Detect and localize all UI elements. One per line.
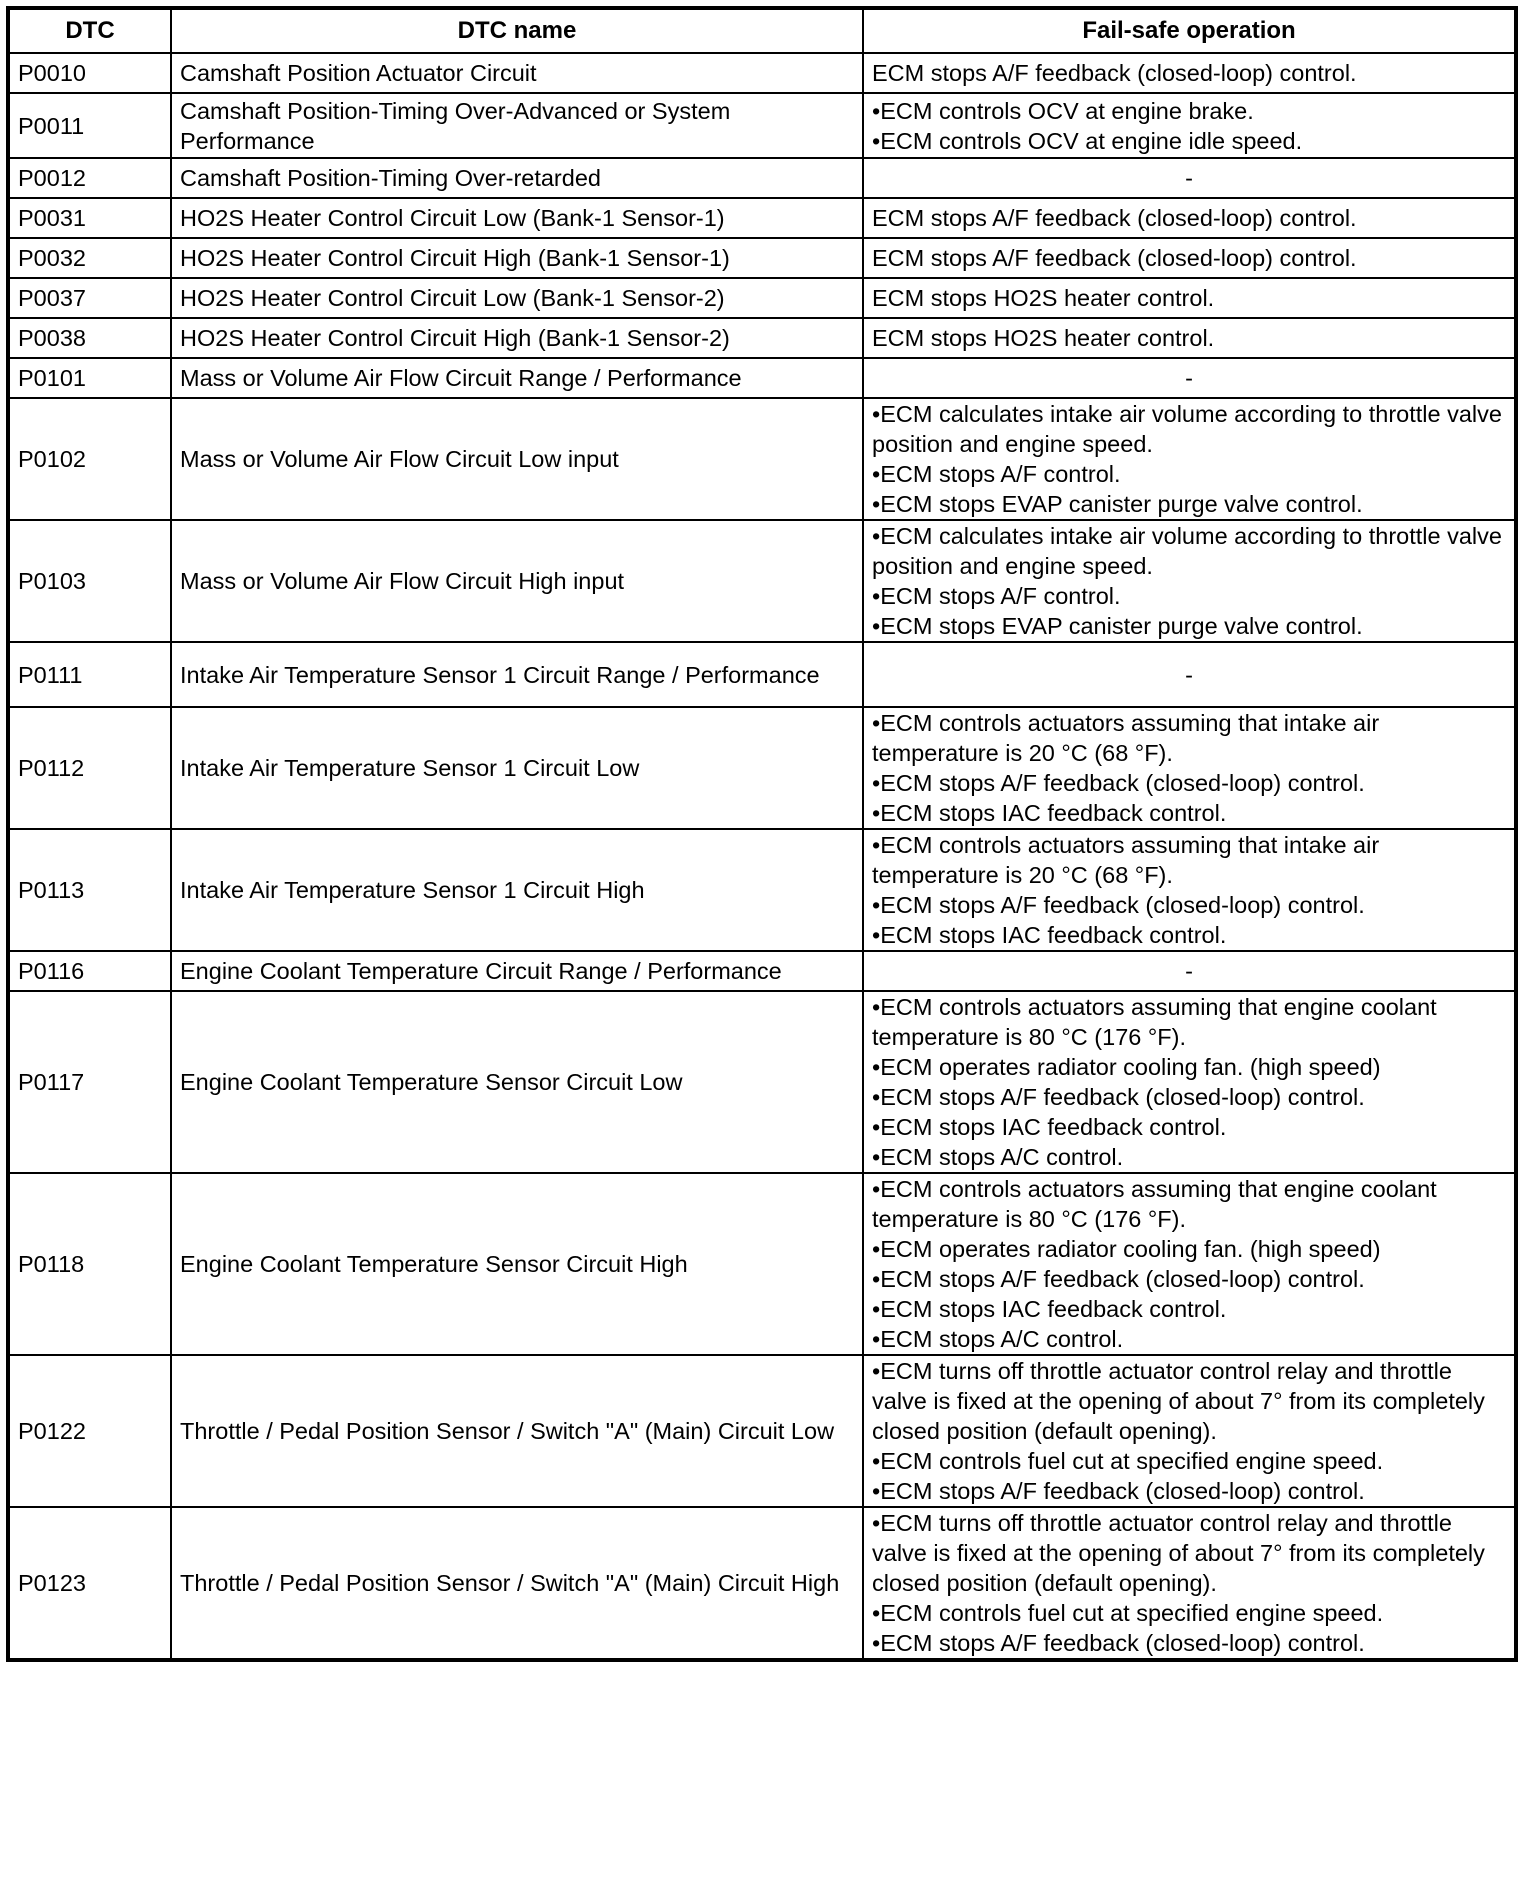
dtc-code-cell: P0111 [8,642,171,707]
table-row [8,707,1516,829]
dtc-code-cell: P0112 [8,707,171,829]
fail-safe-line: •ECM stops IAC feedback control. [872,800,1227,826]
dtc-name-cell: Intake Air Temperature Sensor 1 Circuit High [171,829,863,951]
table-body [8,53,1516,1660]
dtc-name-cell: Engine Coolant Temperature Sensor Circuit Low [171,991,863,1173]
fail-safe-line: •ECM stops A/F control. [872,583,1121,609]
fail-safe-line: ECM stops A/F feedback (closed-loop) control. [872,205,1357,231]
table-row [8,278,1516,318]
fail-safe-line: •ECM stops IAC feedback control. [872,1296,1227,1322]
dtc-name-cell: Camshaft Position-Timing Over-Advanced or System Performance [171,93,863,158]
fail-safe-line: ECM stops HO2S heater control. [872,285,1215,311]
header-dtc-name: DTC name [171,8,863,53]
fail-safe-cell [863,93,1516,158]
dtc-code-cell: P0010 [8,53,171,93]
dtc-name-cell: Mass or Volume Air Flow Circuit Low input [171,398,863,520]
table-row [8,398,1516,520]
fail-safe-line: •ECM calculates intake air volume according to throttle valve position and engine speed. [872,523,1502,579]
dtc-code-cell: P0103 [8,520,171,642]
dtc-code-cell: P0116 [8,951,171,991]
table-row [8,158,1516,198]
header-dtc: DTC [8,8,171,53]
table-row [8,198,1516,238]
dtc-name-cell: Throttle / Pedal Position Sensor / Switch "A" (Main) Circuit High [171,1507,863,1660]
dtc-code-cell: P0101 [8,358,171,398]
fail-safe-cell [863,358,1516,398]
fail-safe-line: ECM stops A/F feedback (closed-loop) control. [872,245,1357,271]
fail-safe-line: •ECM stops A/F feedback (closed-loop) control. [872,1084,1365,1110]
dtc-name-cell: Mass or Volume Air Flow Circuit Range / Performance [171,358,863,398]
fail-safe-line: •ECM stops EVAP canister purge valve control. [872,613,1363,639]
fail-safe-cell [863,520,1516,642]
dtc-code-cell: P0032 [8,238,171,278]
dtc-code-cell: P0037 [8,278,171,318]
fail-safe-line: •ECM stops A/F feedback (closed-loop) control. [872,770,1365,796]
fail-safe-line: •ECM calculates intake air volume according to throttle valve position and engine speed. [872,401,1502,457]
dtc-code-cell: P0123 [8,1507,171,1660]
fail-safe-line: •ECM operates radiator cooling fan. (high speed) [872,1236,1381,1262]
fail-safe-line: - [1185,165,1193,191]
fail-safe-cell [863,1173,1516,1355]
dtc-name-cell: Intake Air Temperature Sensor 1 Circuit Range / Performance [171,642,863,707]
fail-safe-cell [863,1507,1516,1660]
dtc-code-cell: P0011 [8,93,171,158]
fail-safe-cell [863,158,1516,198]
fail-safe-cell [863,642,1516,707]
fail-safe-line: •ECM controls fuel cut at specified engine speed. [872,1448,1384,1474]
dtc-code-cell: P0118 [8,1173,171,1355]
fail-safe-line: •ECM turns off throttle actuator control relay and throttle valve is fixed at the opening of about 7° from its completely closed position (default opening). [872,1510,1485,1596]
header-fail-safe: Fail-safe operation [863,8,1516,53]
table-row [8,358,1516,398]
dtc-name-cell: Camshaft Position-Timing Over-retarded [171,158,863,198]
fail-safe-line: •ECM stops A/F feedback (closed-loop) control. [872,1478,1365,1504]
fail-safe-line: •ECM controls OCV at engine brake. [872,97,1254,124]
fail-safe-line: •ECM controls actuators assuming that engine coolant temperature is 80 °C (176 °F). [872,994,1437,1050]
fail-safe-line: •ECM stops IAC feedback control. [872,922,1227,948]
dtc-code-cell: P0117 [8,991,171,1173]
fail-safe-line: •ECM controls actuators assuming that intake air temperature is 20 °C (68 °F). [872,710,1380,766]
dtc-name-cell: Intake Air Temperature Sensor 1 Circuit Low [171,707,863,829]
fail-safe-cell [863,278,1516,318]
fail-safe-line: •ECM stops EVAP canister purge valve control. [872,491,1363,517]
table-row [8,1173,1516,1355]
fail-safe-line: •ECM controls actuators assuming that engine coolant temperature is 80 °C (176 °F). [872,1176,1437,1232]
dtc-code-cell: P0031 [8,198,171,238]
dtc-code-cell: P0038 [8,318,171,358]
fail-safe-cell [863,1355,1516,1507]
table-row [8,829,1516,951]
fail-safe-cell [863,318,1516,358]
fail-safe-cell [863,829,1516,951]
table-row [8,318,1516,358]
dtc-code-cell: P0102 [8,398,171,520]
table-row [8,93,1516,158]
fail-safe-line: •ECM stops A/C control. [872,1144,1124,1170]
table-row [8,520,1516,642]
fail-safe-cell [863,951,1516,991]
dtc-code-cell: P0012 [8,158,171,198]
dtc-name-cell: HO2S Heater Control Circuit Low (Bank-1 Sensor-1) [171,198,863,238]
fail-safe-line: •ECM controls fuel cut at specified engine speed. [872,1600,1384,1626]
fail-safe-line: - [1185,958,1193,984]
fail-safe-cell [863,198,1516,238]
table-row [8,951,1516,991]
dtc-name-cell: Mass or Volume Air Flow Circuit High input [171,520,863,642]
table-row [8,642,1516,707]
dtc-name-cell: Throttle / Pedal Position Sensor / Switch "A" (Main) Circuit Low [171,1355,863,1507]
fail-safe-line: ECM stops A/F feedback (closed-loop) control. [872,60,1357,86]
fail-safe-line: •ECM stops A/C control. [872,1326,1124,1352]
fail-safe-cell [863,707,1516,829]
fail-safe-cell [863,53,1516,93]
document-page [6,6,1514,1662]
dtc-table [6,6,1518,1662]
table-header-row [8,8,1516,53]
dtc-name-cell: HO2S Heater Control Circuit High (Bank-1 Sensor-1) [171,238,863,278]
dtc-code-cell: P0113 [8,829,171,951]
fail-safe-line: •ECM stops IAC feedback control. [872,1114,1227,1140]
table-row [8,1355,1516,1507]
fail-safe-line: •ECM stops A/F feedback (closed-loop) control. [872,892,1365,918]
table-row [8,1507,1516,1660]
fail-safe-line: •ECM operates radiator cooling fan. (high speed) [872,1054,1381,1080]
fail-safe-line: •ECM controls actuators assuming that intake air temperature is 20 °C (68 °F). [872,832,1380,888]
dtc-name-cell: HO2S Heater Control Circuit Low (Bank-1 Sensor-2) [171,278,863,318]
fail-safe-line: •ECM stops A/F feedback (closed-loop) control. [872,1630,1365,1656]
fail-safe-cell [863,238,1516,278]
table-row [8,238,1516,278]
fail-safe-line: •ECM turns off throttle actuator control relay and throttle valve is fixed at the opening of about 7° from its completely closed position (default opening). [872,1358,1485,1444]
dtc-name-cell: Engine Coolant Temperature Sensor Circuit High [171,1173,863,1355]
fail-safe-cell [863,991,1516,1173]
dtc-name-cell: Camshaft Position Actuator Circuit [171,53,863,93]
fail-safe-cell [863,398,1516,520]
fail-safe-line: •ECM controls OCV at engine idle speed. [872,127,1303,154]
fail-safe-line: •ECM stops A/F control. [872,461,1121,487]
dtc-name-cell: HO2S Heater Control Circuit High (Bank-1 Sensor-2) [171,318,863,358]
fail-safe-line: ECM stops HO2S heater control. [872,325,1215,351]
dtc-name-cell: Engine Coolant Temperature Circuit Range / Performance [171,951,863,991]
dtc-code-cell: P0122 [8,1355,171,1507]
table-row [8,53,1516,93]
fail-safe-line: - [1185,661,1193,688]
fail-safe-line: •ECM stops A/F feedback (closed-loop) control. [872,1266,1365,1292]
table-row [8,991,1516,1173]
fail-safe-line: - [1185,365,1193,391]
